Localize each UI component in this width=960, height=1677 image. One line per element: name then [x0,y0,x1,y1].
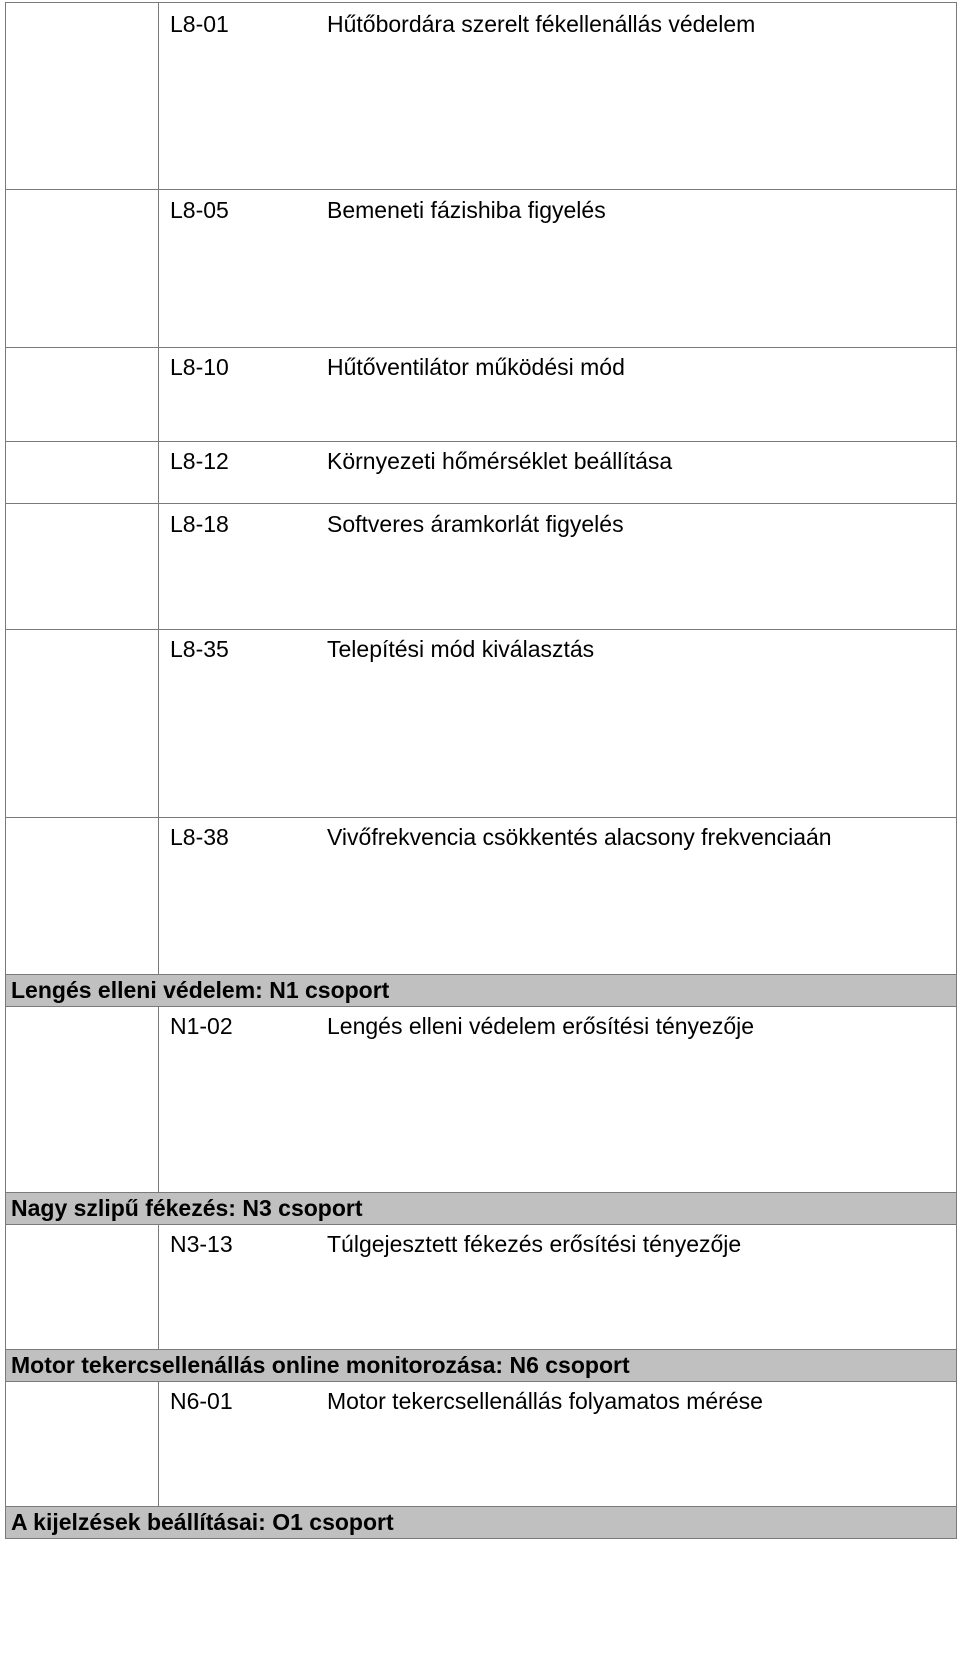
param-code: L8-35 [170,636,229,662]
table-row [5,818,957,975]
group-header: Lengés elleni védelem: N1 csoport [5,975,957,1007]
param-description: Motor tekercsellenállás folyamatos mérése [327,1388,763,1414]
table-row [5,1382,957,1507]
table-row [5,1007,957,1193]
parameter-table [5,2,957,1539]
group-header: Motor tekercsellenállás online monitorozása: N6 csoport [5,1350,957,1382]
table-row [5,1225,957,1350]
table-row [5,504,957,630]
table-row [5,442,957,504]
table-row [5,190,957,348]
param-code: N3-13 [170,1231,233,1257]
param-code: L8-01 [170,11,229,37]
param-description: Bemeneti fázishiba figyelés [327,197,606,223]
param-code: L8-18 [170,511,229,537]
param-code: N1-02 [170,1013,233,1039]
param-description: Túlgejesztett fékezés erősítési tényezője [327,1231,742,1257]
param-description: Vivőfrekvencia csökkentés alacsony frekvenciaán [327,824,832,850]
table-row [5,630,957,818]
param-code: L8-38 [170,824,229,850]
param-description: Lengés elleni védelem erősítési tényezője [327,1013,755,1039]
table-row [5,2,957,190]
param-code: L8-10 [170,354,229,380]
param-description: Hűtőbordára szerelt fékellenállás védelem [327,11,756,37]
group-header: Nagy szlipű fékezés: N3 csoport [5,1193,957,1225]
param-code: N6-01 [170,1388,233,1414]
param-description: Telepítési mód kiválasztás [327,636,595,662]
param-code: L8-05 [170,197,229,223]
param-description: Hűtőventilátor működési mód [327,354,625,380]
group-header: A kijelzések beállításai: O1 csoport [5,1507,957,1539]
param-description: Softveres áramkorlát figyelés [327,511,624,537]
param-code: L8-12 [170,448,229,474]
table-row [5,348,957,442]
param-description: Környezeti hőmérséklet beállítása [327,448,673,474]
